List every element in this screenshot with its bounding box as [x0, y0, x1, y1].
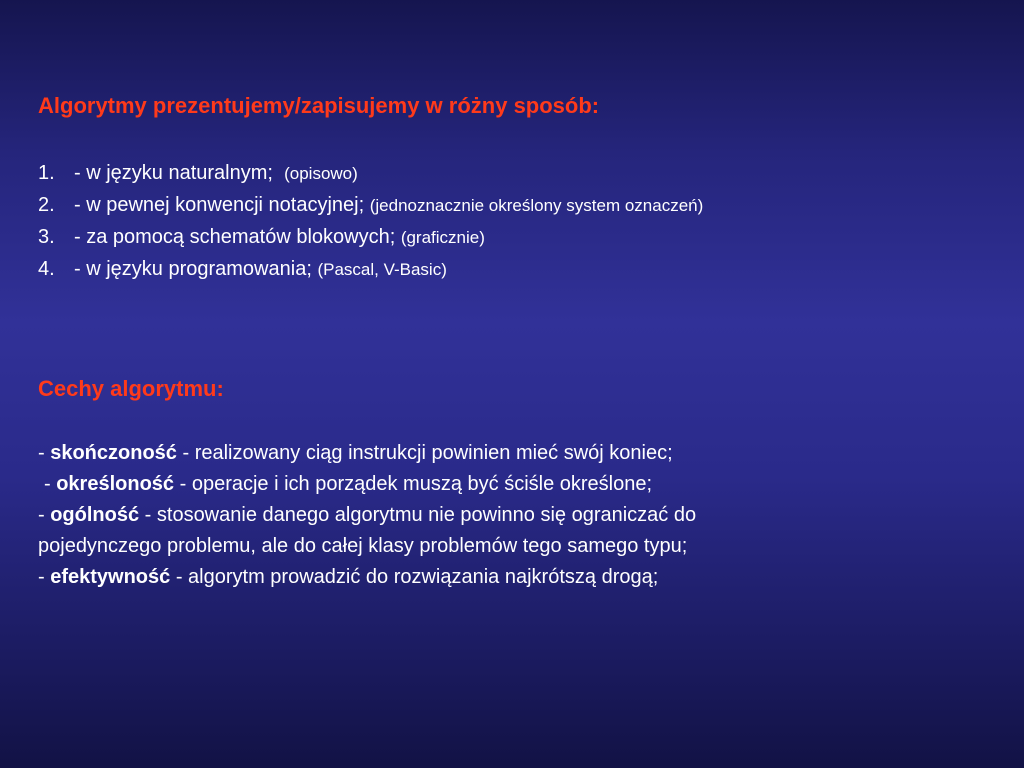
list-note: (graficznie)	[400, 228, 485, 247]
feature-term: określoność	[56, 473, 175, 495]
list-text: - za pomocą schematów blokowych;	[74, 226, 396, 248]
feature-item	[38, 438, 978, 469]
feature-term: efektywność	[50, 566, 171, 588]
feature-item	[38, 562, 978, 593]
feature-prefix: -	[38, 504, 51, 526]
feature-term: ogólność	[50, 504, 140, 526]
feature-description: - operacje i ich porządek muszą być ściśle określone;	[174, 473, 653, 495]
list-item	[38, 253, 703, 285]
list-number: 1.	[38, 162, 55, 184]
list-item	[38, 157, 703, 189]
heading-features: Cechy algorytmu:	[38, 376, 224, 401]
feature-description: - stosowanie danego algorytmu nie powinno się ograniczać do	[139, 504, 697, 526]
features-list	[38, 438, 978, 593]
list-note: (opisowo)	[284, 164, 358, 183]
list-text: - w języku programowania;	[74, 258, 312, 280]
slide	[38, 0, 998, 768]
list-text: - w języku naturalnym;	[74, 162, 273, 184]
list-item	[38, 189, 703, 221]
feature-description: - algorytm prowadzić do rozwiązania najkrótszą drogą;	[170, 566, 659, 588]
feature-item	[38, 469, 978, 500]
feature-description: - realizowany ciąg instrukcji powinien mieć swój koniec;	[176, 442, 673, 464]
heading-representations: Algorytmy prezentujemy/zapisujemy w różny sposób:	[38, 93, 600, 118]
feature-item	[38, 500, 978, 531]
list-note: (jednoznacznie określony system oznaczeń)	[369, 196, 704, 215]
list-note: (Pascal, V-Basic)	[317, 260, 447, 279]
representation-list	[38, 157, 703, 285]
feature-prefix: -	[38, 442, 51, 464]
list-number: 3.	[38, 226, 55, 248]
list-item	[38, 221, 703, 253]
feature-term: skończoność	[50, 442, 177, 464]
list-text: - w pewnej konwencji notacyjnej;	[74, 194, 365, 216]
list-number: 4.	[38, 258, 55, 280]
list-number: 2.	[38, 194, 55, 216]
feature-continuation: pojedynczego problemu, ale do całej klasy problemów tego samego typu;	[38, 535, 688, 557]
feature-prefix: -	[44, 473, 57, 495]
feature-prefix: -	[38, 566, 51, 588]
